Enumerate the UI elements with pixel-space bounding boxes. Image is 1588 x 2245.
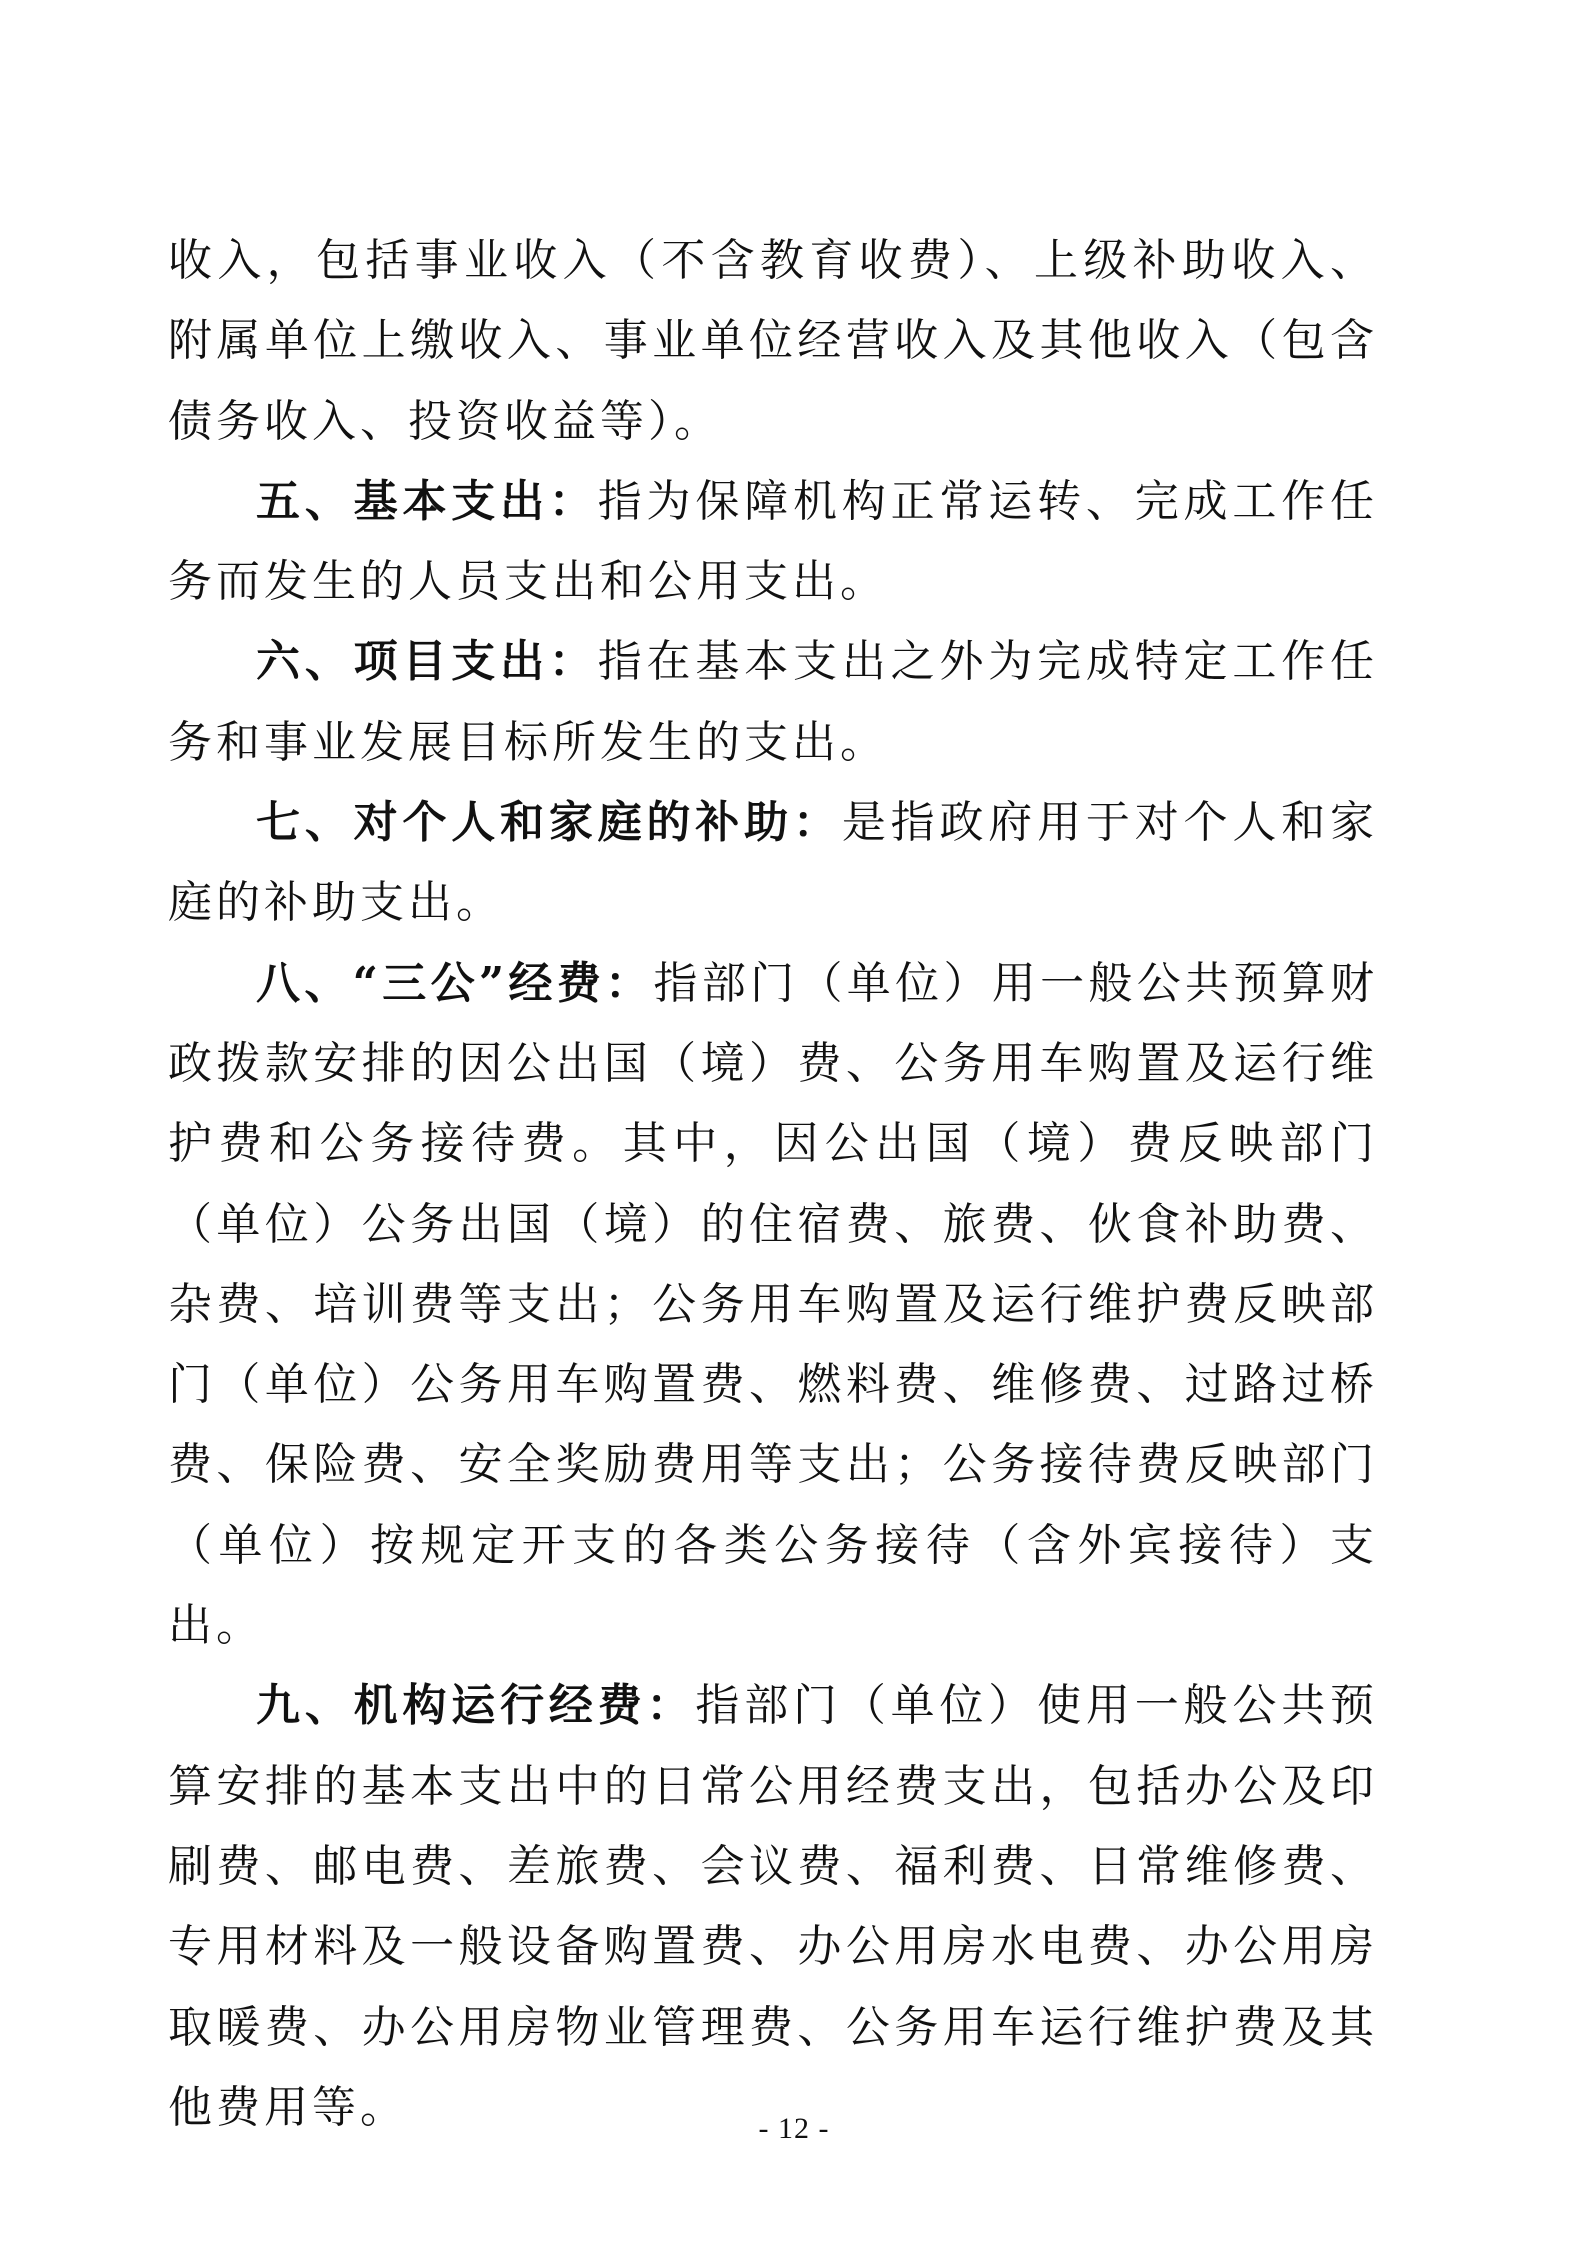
document-body xyxy=(168,221,1378,2148)
term-label: 八、“三公”经费： xyxy=(256,957,654,1009)
paragraph-text: 收入，包括事业收入（不含教育收费）、上级补助收入、附属单位上缴收入、事业单位经营收入及其他收入（包含债务收入、投资收益等）。 xyxy=(168,235,1378,447)
paragraph-text: 指部门（单位）使用一般公共预算安排的基本支出中的日常公用经费支出，包括办公及印刷费、邮电费、差旅费、会议费、福利费、日常维修费、专用材料及一般设备购置费、办公用房水电费、办公用房取暖费、办公用房物业管理费、公务用车运行维护费及其他费用等。 xyxy=(168,1680,1379,2133)
paragraph-project-expenditure xyxy=(168,622,1378,783)
paragraph-text: 是指政府用于对个人和家庭的补助支出。 xyxy=(168,797,1379,929)
paragraph-household-subsidy xyxy=(168,783,1378,944)
term-label: 七、对个人和家庭的补助： xyxy=(256,797,842,849)
paragraph-basic-expenditure xyxy=(168,462,1378,623)
page-number: - 12 - xyxy=(758,2112,830,2145)
paragraph-three-public-expenses xyxy=(168,944,1378,1667)
term-label: 五、基本支出： xyxy=(256,475,598,527)
paragraph-text: 指在基本支出之外为完成特定工作任务和事业发展目标所发生的支出。 xyxy=(168,636,1379,768)
paragraph-text: 指为保障机构正常运转、完成工作任务而发生的人员支出和公用支出。 xyxy=(168,475,1379,608)
term-label: 六、项目支出： xyxy=(256,636,598,688)
term-label: 九、机构运行经费： xyxy=(256,1680,696,1732)
paragraph-operating-expenses xyxy=(168,1666,1378,2148)
paragraph-text: 指部门（单位）用一般公共预算财政拨款安排的因公出国（境）费、公务用车购置及运行维护费和公务接待费。其中，因公出国（境）费反映部门（单位）公务出国（境）的住宿费、旅费、伙食补助费、杂费、培训费等支出；公务用车购置及运行维护费反映部门（单位）公务用车购置费、燃料费、维修费、过路过桥费、保险费、安全奖励费用等支出；公务接待费反映部门（单位）按规定开支的各类公务接待（含外宾接待）支出。 xyxy=(168,957,1379,1652)
paragraph-continuation-income xyxy=(168,221,1378,462)
